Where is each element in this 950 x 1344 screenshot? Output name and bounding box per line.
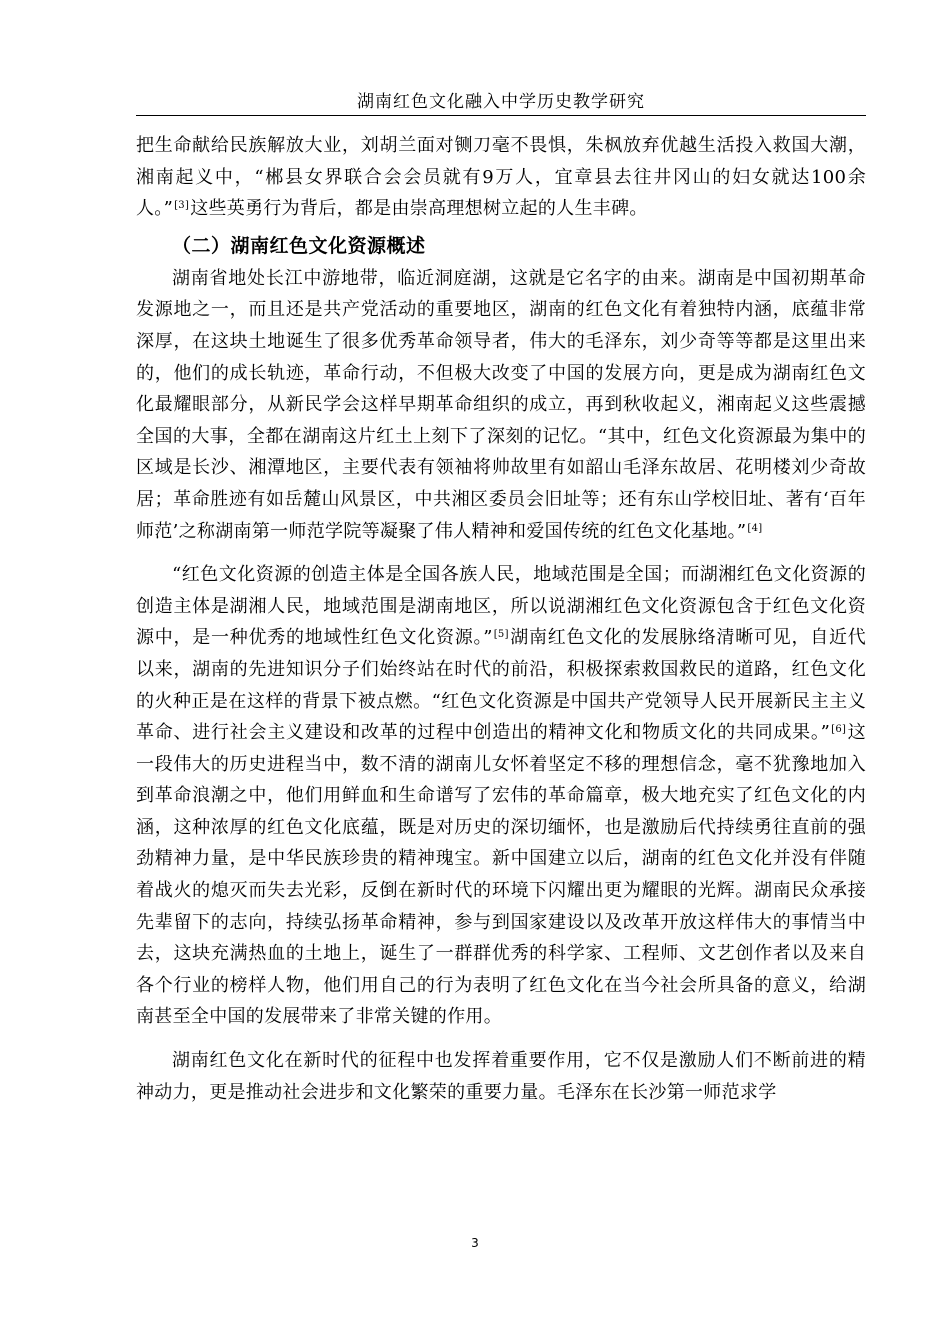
page-body (136, 130, 866, 1108)
paragraph-1-text: 把生命献给民族解放大业，刘胡兰面对铡刀毫不畏惧，朱枫放弃优越生活投入救国大潮，湘南起义中，“郴县女界联合会会员就有9万人，宜章县去往井冈山的妇女就达100余人。” (136, 135, 866, 220)
paragraph-3-text-end: 这一段伟大的历史进程当中，数不清的湖南儿女怀着坚定不移的理想信念，毫不犹豫地加入到革命浪潮之中，他们用鲜血和生命谱写了宏伟的革命篇章，极大地充实了红色文化的内涵，这种浓厚的红色文化底蕴，既是对历史的深切缅怀，也是激励后代持续勇往直前的强劲精神力量，是中华民族珍贵的精神瑰宝。新中国建立以后，湖南的红色文化并没有伴随着战火的熄灭而失去光彩，反倒在新时代的环境下闪耀出更为耀眼的光辉。湖南民众承接先辈留下的志向，持续弘扬革命精神，参与到国家建设以及改革开放这样伟大的事情当中去，这块充满热血的土地上，诞生了一群群优秀的科学家、工程师、文艺创作者以及来自各个行业的榜样人物，他们用自己的行为表明了红色文化在当今社会所具备的意义，给湖南甚至全中国的发展带来了非常关键的作用。 (136, 722, 866, 1028)
paragraph-3-text-cont: 湖南红色文化的发展脉络清晰可见，自近代以来，湖南的先进知识分子们始终站在时代的前沿，积极探索救国救民的道路，红色文化的火种正是在这样的背景下被点燃。“红色文化资源是中国共产党领导人民开展新民主主义革命、进行社会主义建设和改革的过程中创造出的精神文化和物质文化的共同成果。” (136, 627, 867, 744)
paragraph-1-text-cont: 这些英勇行为背后，都是由崇高理想树立起的人生丰碑。 (190, 198, 648, 220)
citation-5: [5] (493, 629, 509, 641)
running-header: 湖南红色文化融入中学历史教学研究 (357, 92, 645, 112)
paragraph-3-text: “红色文化资源的创造主体是全国各族人民，地域范围是全国；而湖湘红色文化资源的创造主体是湖湘人民，地域范围是湖南地区，所以说湖湘红色文化资源包含于红色文化资源中，是一种优秀的地域性红色文化资源。” (136, 564, 866, 649)
paragraph-2 (136, 263, 866, 547)
citation-6: [6] (831, 724, 847, 736)
paragraph-2-text: 湖南省地处长江中游地带，临近洞庭湖，这就是它名字的由来。湖南是中国初期革命发源地之一，而且还是共产党活动的重要地区，湖南的红色文化有着独特内涵，底蕴非常深厚，在这块土地诞生了很多优秀革命领导者，伟大的毛泽东，刘少奇等等都是这里出来的，他们的成长轨迹，革命行动，不但极大改变了中国的发展方向，更是成为湖南红色文化最耀眼部分，从新民学会这样早期革命组织的成立，再到秋收起义，湘南起义这些震撼全国的大事，全都在湖南这片红土上刻下了深刻的记忆。“其中，红色文化资源最为集中的区域是长沙、湘潭地区，主要代表有领袖将帅故里有如韶山毛泽东故居、花明楼刘少奇故居；革命胜迹有如岳麓山风景区，中共湘区委员会旧址等；还有东山学校旧址、著有‘百年师范’之称湖南第一师范学院等凝聚了伟人精神和爱国传统的红色文化基地。” (136, 267, 866, 542)
paragraph-1 (136, 130, 866, 225)
citation-4: [4] (747, 522, 763, 534)
section-heading: （二）湖南红色文化资源概述 (172, 234, 426, 257)
paragraph-4-text: 湖南红色文化在新时代的征程中也发挥着重要作用，它不仅是激励人们不断前进的精神动力，更是推动社会进步和文化繁荣的重要力量。毛泽东在长沙第一师范求学 (136, 1050, 866, 1103)
citation-3: [3] (174, 200, 190, 212)
paragraph-3 (136, 559, 866, 1033)
paragraph-4 (136, 1045, 866, 1108)
page-number: 3 (471, 1236, 479, 1250)
header-rule (136, 115, 866, 116)
